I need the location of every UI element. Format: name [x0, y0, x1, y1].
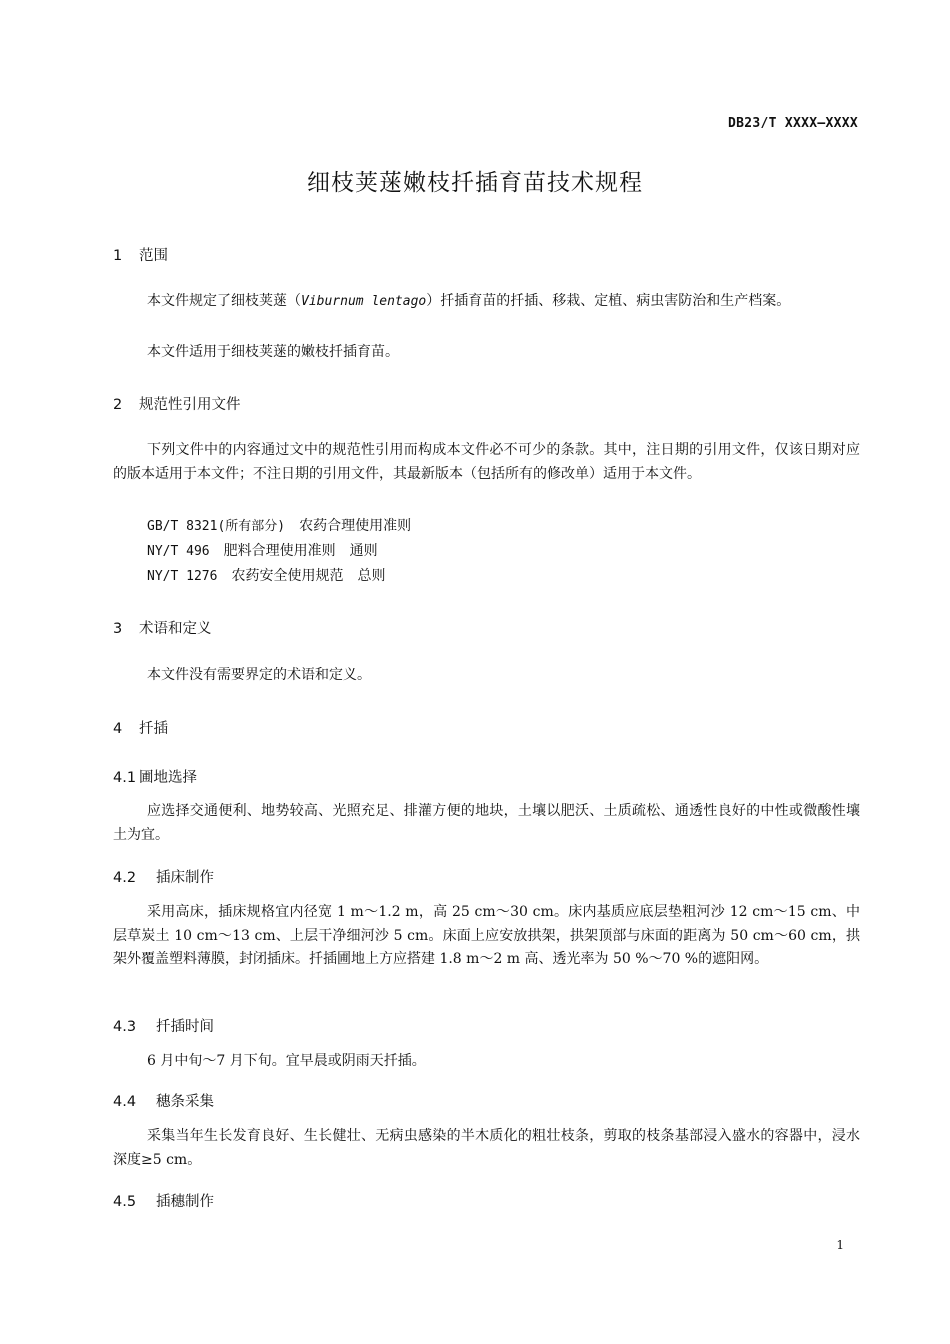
subsection-4-2-text: 采用高床，插床规格宜内径宽 1 m～1.2 m，高 25 cm～30 cm。床内基质应底层垫粗河沙 12 cm～15 cm、中层草炭土 10 cm～13 cm、上层干净细河沙 5 cm。床面上应安放拱架，拱架顶部与床面的距离为 50 cm～60 cm，拱架外覆盖塑料薄膜，封闭插床。扦插圃地上方应搭建 1.8 m～2 m 高、透光率为 50 %～70 %的遮阳网。 — [113, 904, 860, 967]
section-title: 规范性引用文件 — [139, 397, 241, 413]
section-title: 术语和定义 — [139, 621, 212, 637]
section-4-heading — [113, 717, 168, 738]
section-number: 3 — [113, 621, 123, 637]
normative-reference — [147, 515, 411, 535]
normative-reference — [147, 565, 385, 585]
reference-code: NY/T 1276 — [147, 569, 218, 584]
subsection-title: 穗条采集 — [156, 1094, 214, 1110]
section-3-heading — [113, 617, 212, 638]
section-2-paragraph-1: 下列文件中的内容通过文中的规范性引用而构成本文件必不可少的条款。其中，注日期的引用文件，仅该日期对应的版本适用于本文件；不注日期的引用文件，其最新版本（包括所有的修改单）适用于本文件。 — [113, 442, 860, 482]
subsection-number: 4.3 — [113, 1019, 137, 1035]
subsection-title: 插床制作 — [156, 870, 214, 886]
subsection-title: 插穗制作 — [156, 1194, 214, 1210]
subsection-number: 4.5 — [113, 1194, 137, 1210]
subsection-4-4-heading — [113, 1090, 214, 1111]
section-3-paragraph-1: 本文件没有需要界定的术语和定义。 — [147, 667, 371, 683]
subsection-4-1-text: 应选择交通便利、地势较高、光照充足、排灌方便的地块，土壤以肥沃、土质疏松、通透性良好的中性或微酸性壤土为宜。 — [113, 803, 860, 843]
reference-title: 农药安全使用规范 总则 — [231, 568, 386, 584]
section-1-heading — [113, 244, 168, 265]
normative-reference — [147, 540, 378, 560]
section-1-paragraph-2: 本文件适用于细枝荚蒾的嫩枝扦插育苗。 — [147, 344, 399, 360]
page-number: 1 — [836, 1238, 844, 1252]
subsection-4-5-heading — [113, 1190, 214, 1211]
subsection-title: 圃地选择 — [139, 770, 197, 786]
section-number: 4 — [113, 721, 123, 737]
section-title: 扦插 — [139, 721, 168, 737]
latin-name: Viburnum lentago — [301, 294, 427, 309]
subsection-number: 4.2 — [113, 870, 137, 886]
section-number: 2 — [113, 397, 123, 413]
subsection-number: 4.1 — [113, 770, 137, 786]
reference-code: NY/T 496 — [147, 544, 210, 559]
subsection-4-4-text: 采集当年生长发育良好、生长健壮、无病虫感染的半木质化的粗壮枝条，剪取的枝条基部浸入盛水的容器中，浸水深度≥5 cm。 — [113, 1128, 860, 1168]
section-number: 1 — [113, 248, 123, 264]
reference-title: 农药合理使用准则 — [299, 518, 412, 534]
reference-title: 肥料合理使用准则 通则 — [223, 543, 378, 559]
subsection-4-3-heading — [113, 1015, 214, 1036]
section-1-paragraph-1: 本文件规定了细枝荚蒾（Viburnum lentago）扦插育苗的扦插、移栽、定植、病虫害防治和生产档案。 — [147, 293, 791, 309]
subsection-4-1-heading — [113, 766, 197, 787]
section-title: 范围 — [139, 248, 168, 264]
document-title: 细枝荚蒾嫩枝扦插育苗技术规程 — [307, 170, 643, 196]
document-code: DB23/T XXXX—XXXX — [727, 116, 858, 131]
subsection-number: 4.4 — [113, 1094, 137, 1110]
section-2-heading — [113, 393, 241, 414]
subsection-title: 扦插时间 — [156, 1019, 214, 1035]
subsection-4-3-text: 6 月中旬～7 月下旬。宜早晨或阴雨天扦插。 — [147, 1053, 426, 1069]
subsection-4-2-heading — [113, 866, 214, 887]
reference-code: GB/T 8321(所有部分) — [147, 519, 286, 534]
